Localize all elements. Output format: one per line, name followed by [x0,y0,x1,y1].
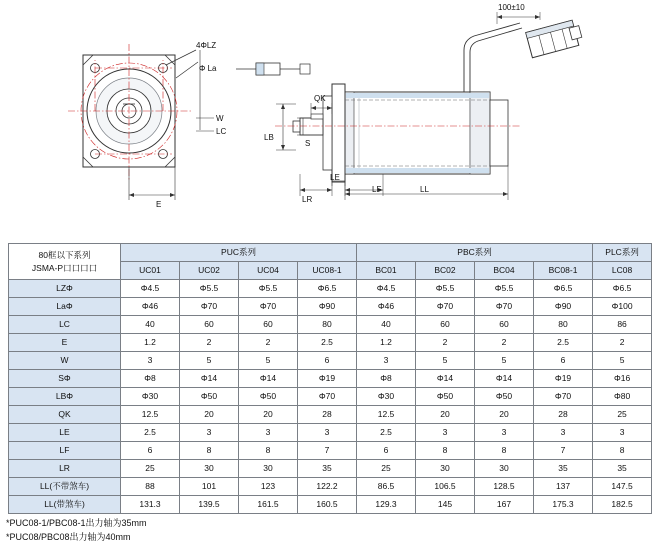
cell: 8 [593,442,652,460]
corner-line-2: JSMA-P口口口口 [31,262,98,273]
table-corner-cell [9,244,121,280]
cell: 3 [180,424,239,442]
cell: 7 [534,442,593,460]
cell: 2 [593,334,652,352]
cell: 88 [121,478,180,496]
table-row [9,334,652,352]
cell: 3 [475,424,534,442]
cell: 2.5 [357,424,416,442]
cell: 147.5 [593,478,652,496]
cell: 3 [593,424,652,442]
cell: 7 [298,442,357,460]
cell: Φ70 [180,298,239,316]
cell: 6 [298,352,357,370]
table-row [9,406,652,424]
row-label: LF [9,442,121,460]
cell: 2 [180,334,239,352]
label-lf: LF [372,185,382,194]
cell: 161.5 [239,496,298,514]
table-row [9,388,652,406]
label-qk: QK [314,94,326,103]
cell: 131.3 [121,496,180,514]
cell: Φ70 [475,298,534,316]
cell: 1.2 [121,334,180,352]
cell: 80 [534,316,593,334]
cell: 123 [239,478,298,496]
cell: 101 [180,478,239,496]
model-header-5: BC02 [416,262,475,280]
cell: Φ6.5 [298,280,357,298]
row-label: LL(带煞车) [9,496,121,514]
cell: Φ5.5 [416,280,475,298]
cell: 35 [534,460,593,478]
label-cable-length: 100±10 [498,3,525,12]
cell: Φ46 [357,298,416,316]
cell: 3 [298,424,357,442]
cell: 6 [534,352,593,370]
cell: Φ46 [121,298,180,316]
row-label: SΦ [9,370,121,388]
cell: 182.5 [593,496,652,514]
cell: 80 [298,316,357,334]
cell: Φ4.5 [357,280,416,298]
table-row [9,316,652,334]
row-label: LL(不带煞车) [9,478,121,496]
row-label: LBΦ [9,388,121,406]
cell: 60 [180,316,239,334]
table-row [9,352,652,370]
cell: Φ70 [416,298,475,316]
cell: 40 [121,316,180,334]
cell: Φ70 [239,298,298,316]
cell: 2 [239,334,298,352]
cell: 6 [357,442,416,460]
cell: Φ70 [298,388,357,406]
label-le: LE [330,173,340,182]
cell: 30 [239,460,298,478]
label-pcd: Φ La [199,64,217,73]
cell: 2.5 [298,334,357,352]
cell: 145 [416,496,475,514]
model-header-2: UC04 [239,262,298,280]
model-header-7: BC08-1 [534,262,593,280]
footnote-1: *PUC08-1/PBC08-1出力轴为35mm [6,518,147,528]
label-lr: LR [302,195,313,204]
cell: Φ4.5 [121,280,180,298]
cell: 60 [475,316,534,334]
cell: 30 [180,460,239,478]
table-group-header-row [9,244,652,262]
table-row [9,280,652,298]
label-w: W [216,114,224,123]
cell: 160.5 [298,496,357,514]
cell: 30 [475,460,534,478]
cell: 137 [534,478,593,496]
cell: 20 [416,406,475,424]
label-ll: LL [420,185,429,194]
cell: 28 [298,406,357,424]
cell: 30 [416,460,475,478]
cell: 2.5 [121,424,180,442]
table-row [9,442,652,460]
cell: Φ50 [180,388,239,406]
cell: 106.5 [416,478,475,496]
cell: Φ19 [534,370,593,388]
label-s: S [305,139,311,148]
cell: 3 [239,424,298,442]
cell: 86.5 [357,478,416,496]
cell: 8 [416,442,475,460]
cell: 8 [475,442,534,460]
cell: 122.2 [298,478,357,496]
cell: Φ5.5 [239,280,298,298]
label-lc: LC [216,127,227,136]
table-row [9,460,652,478]
table-row [9,496,652,514]
cell: Φ50 [475,388,534,406]
cell: 5 [475,352,534,370]
cell: 6 [121,442,180,460]
cell: 35 [593,460,652,478]
cell: Φ50 [416,388,475,406]
table-row [9,478,652,496]
dimension-table [8,243,652,514]
cell: Φ30 [121,388,180,406]
cell: 86 [593,316,652,334]
cell: 167 [475,496,534,514]
cell: 25 [593,406,652,424]
cell: 2.5 [534,334,593,352]
footnote-2: *PUC08/PBC08出力轴为40mm [6,532,131,542]
cell: 139.5 [180,496,239,514]
cell: 8 [239,442,298,460]
cell: Φ6.5 [593,280,652,298]
group-header-plc: PLC系列 [593,244,652,262]
cell: 60 [416,316,475,334]
row-label: E [9,334,121,352]
table-row [9,370,652,388]
row-label: LR [9,460,121,478]
model-header-6: BC04 [475,262,534,280]
cell: Φ14 [239,370,298,388]
technical-drawing [0,0,600,235]
cell: 5 [180,352,239,370]
row-label: LZΦ [9,280,121,298]
cell: 2 [475,334,534,352]
footnotes [6,516,147,544]
cell: Φ6.5 [534,280,593,298]
group-header-puc: PUC系列 [121,244,357,262]
model-header-8: LC08 [593,262,652,280]
row-label: LaΦ [9,298,121,316]
cell: Φ100 [593,298,652,316]
cell: Φ90 [298,298,357,316]
cell: Φ30 [357,388,416,406]
cell: 35 [298,460,357,478]
cell: 5 [593,352,652,370]
label-e: E [156,200,162,209]
cell: Φ16 [593,370,652,388]
cell: 12.5 [121,406,180,424]
cell: Φ5.5 [475,280,534,298]
cell: 3 [357,352,416,370]
model-header-1: UC02 [180,262,239,280]
cell: 2 [416,334,475,352]
cell: 8 [180,442,239,460]
cell: Φ14 [416,370,475,388]
cell: 3 [416,424,475,442]
cell: Φ14 [475,370,534,388]
cell: 25 [357,460,416,478]
cell: 5 [416,352,475,370]
cell: 60 [239,316,298,334]
model-header-4: BC01 [357,262,416,280]
group-header-pbc: PBC系列 [357,244,593,262]
model-header-3: UC08-1 [298,262,357,280]
cell: Φ90 [534,298,593,316]
row-label: W [9,352,121,370]
table-row [9,298,652,316]
cell: 3 [121,352,180,370]
corner-line-1: 80框以下系列 [38,249,91,260]
row-label: LC [9,316,121,334]
cell: 128.5 [475,478,534,496]
cell: 1.2 [357,334,416,352]
model-header-0: UC01 [121,262,180,280]
cell: 28 [534,406,593,424]
cell: 20 [475,406,534,424]
cell: Φ19 [298,370,357,388]
cell: 129.3 [357,496,416,514]
cell: 20 [239,406,298,424]
cell: 40 [357,316,416,334]
cell: Φ14 [180,370,239,388]
cell: Φ80 [593,388,652,406]
cell: 25 [121,460,180,478]
cell: Φ70 [534,388,593,406]
table-body [9,280,652,514]
cell: 20 [180,406,239,424]
cell: 12.5 [357,406,416,424]
row-label: LE [9,424,121,442]
cell: 3 [534,424,593,442]
cell: Φ8 [357,370,416,388]
cell: Φ5.5 [180,280,239,298]
cell: 5 [239,352,298,370]
label-lb: LB [264,133,274,142]
row-label: QK [9,406,121,424]
label-hole-spec: 4ΦLZ [196,41,217,50]
cell: 175.3 [534,496,593,514]
cell: Φ8 [121,370,180,388]
table-row [9,424,652,442]
cell: Φ50 [239,388,298,406]
